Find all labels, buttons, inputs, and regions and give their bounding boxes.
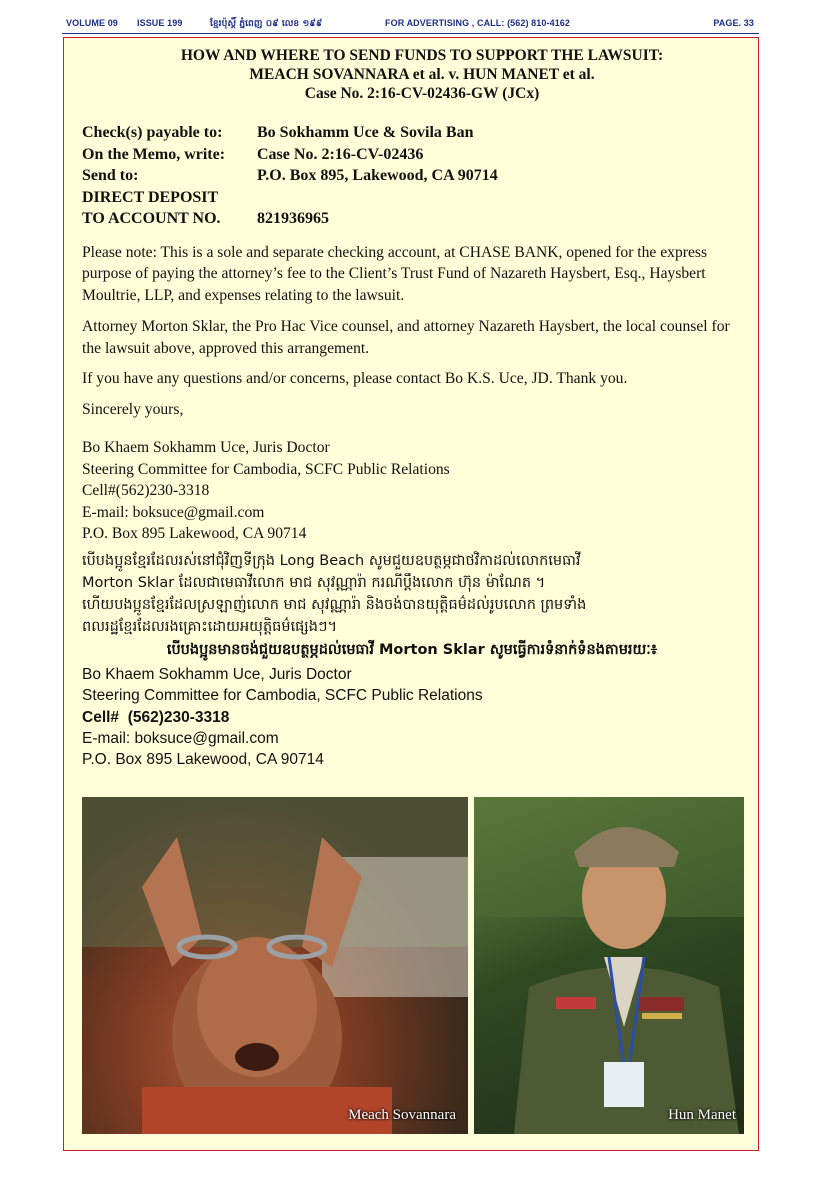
- field-value: Case No. 2:16-CV-02436: [257, 145, 424, 163]
- volume-label: VOLUME 09: [66, 18, 118, 28]
- field-value: 821936965: [257, 210, 329, 227]
- signature-address: P.O. Box 895 Lakewood, CA 90714: [82, 525, 307, 543]
- payment-fields: [82, 122, 742, 230]
- headline-line-1: HOW AND WHERE TO SEND FUNDS TO SUPPORT THE LAWSUIT:: [180, 47, 664, 64]
- signature-block: [82, 437, 742, 545]
- issue-label: ISSUE 199: [137, 18, 183, 28]
- caption-left: Meach Sovannara: [348, 1107, 456, 1123]
- contact-email: E-mail: boksuce@gmail.com: [82, 729, 279, 747]
- signature-email: E-mail: boksuce@gmail.com: [82, 503, 265, 521]
- field-row-account: [82, 208, 742, 230]
- photo-meach-sovannara: [82, 797, 468, 1134]
- notice-headline: [102, 46, 742, 103]
- officer-illustration: [474, 797, 744, 1134]
- note-paragraph: Please note: This is a sole and separate checking account, at CHASE BANK, opened for the express purpose of paying the attorney’s fee to the Client’s Trust Fund of Nazareth Haysbert, Esq., Haysbert Moultrie, LLP, and expenses relating to the lawsuit.: [82, 243, 708, 305]
- contact-paragraph: If you have any questions and/or concerns, please contact Bo K.S. Uce, JD. Thank you.: [82, 370, 628, 388]
- khmer-contact-heading: បើបងប្អូនមានចង់ជួយឧបត្ថម្ភដល់មេធាវី Morton Sklar សូមធ្វើការទំនាក់ទំនងតាមរយៈ៖: [166, 641, 658, 658]
- signature-cell: Cell#(562)230-3318: [82, 482, 210, 500]
- khmer-line-1: បើបងប្អូនខ្មែរដែលរស់នៅជុំវិញទីក្រុង Long Beach សូមជួយឧបត្ថម្ភជាថវិកាដល់លោកមេធាវី: [82, 552, 581, 569]
- contact-block: [82, 664, 742, 770]
- field-row-send-to: [82, 165, 742, 187]
- contact-name: Bo Khaem Sokhamm Uce, Juris Doctor: [82, 666, 352, 684]
- field-row-memo: [82, 144, 742, 166]
- header-divider: [62, 33, 759, 34]
- approval-paragraph: Attorney Morton Sklar, the Pro Hac Vice counsel, and attorney Nazareth Haysbert, the local counsel for the lawsuit above, approved this arrangement.: [82, 317, 730, 357]
- field-row-direct-deposit: [82, 187, 742, 209]
- headline-line-2: MEACH SOVANNARA et al. v. HUN MANET et al.: [249, 66, 595, 83]
- field-row-payable: [82, 122, 742, 144]
- notice-content: [82, 46, 742, 771]
- page-number: PAGE. 33: [713, 18, 754, 28]
- headline-line-3: Case No. 2:16-CV-02436-GW (JCx): [304, 85, 540, 102]
- photo-hun-manet: [474, 797, 744, 1134]
- field-label: On the Memo, write:: [82, 145, 226, 163]
- contact-cell-label: Cell#: [82, 708, 120, 726]
- field-label: DIRECT DEPOSIT: [82, 188, 219, 206]
- field-label: Send to:: [82, 167, 139, 184]
- khmer-line-4: ពលរដ្ឋខ្មែរដែលរងគ្រោះដោយអយុត្តិធម៌ផ្សេងៗ។: [82, 619, 338, 636]
- contact-title: Steering Committee for Cambodia, SCFC Public Relations: [82, 687, 483, 705]
- field-label: TO ACCOUNT NO.: [82, 210, 221, 227]
- advertising-contact: FOR ADVERTISING , CALL: (562) 810-4162: [385, 18, 571, 28]
- field-value: Bo Sokhamm Uce & Sovila Ban: [257, 124, 474, 141]
- signature-title: Steering Committee for Cambodia, SCFC Public Relations: [82, 460, 450, 478]
- field-value: P.O. Box 895, Lakewood, CA 90714: [257, 167, 498, 184]
- page-header: [60, 14, 760, 32]
- signature-name: Bo Khaem Sokhamm Uce, Juris Doctor: [82, 439, 330, 457]
- khmer-line-3: ហើយបងប្អូនខ្មែរដែលស្រឡាញ់លោក មាជ សុវណ្ណារ៉ា និងចង់បានយុត្តិធម៌ដល់រូបលោក ព្រមទាំង: [82, 597, 587, 614]
- caption-right: Hun Manet: [668, 1107, 736, 1123]
- closing-line: Sincerely yours,: [82, 401, 184, 419]
- contact-cell: [82, 707, 742, 728]
- contact-address: P.O. Box 895 Lakewood, CA 90714: [82, 751, 324, 769]
- khmer-appeal: [82, 550, 742, 639]
- khmer-masthead: ខ្មែរប៉ុស្តិ៍ ភ្នំពេញ ០៩ លេខ ១៩៩: [210, 19, 323, 29]
- contact-cell-number: (562)230-3318: [127, 708, 230, 726]
- field-label: Check(s) payable to:: [82, 124, 223, 141]
- khmer-line-2: Morton Sklar ដែលជាមេធាវីលោក មាជ សុវណ្ណារ៉ា ករណីប្តឹងលោក ហ៊ុន ម៉ាណែត ។: [82, 574, 546, 591]
- protester-illustration: [82, 797, 468, 1134]
